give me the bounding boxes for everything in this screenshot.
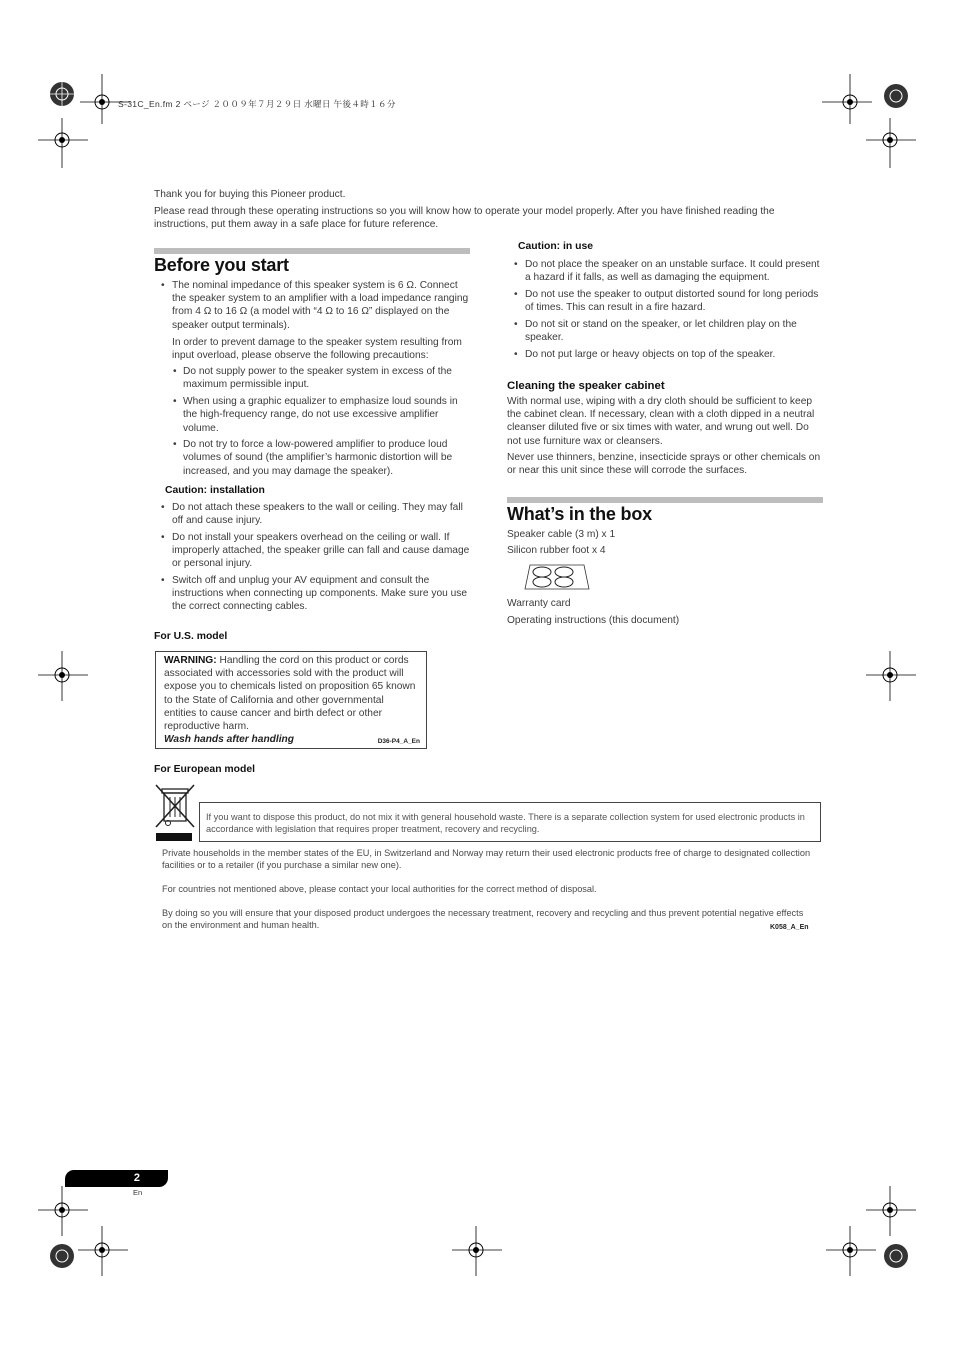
- registration-mark-icon: [42, 1236, 82, 1276]
- box-contents-more: [507, 597, 823, 627]
- crop-mark-icon: [822, 74, 872, 124]
- installation-caution-item: • Do not install your speakers overhead on the ceiling or wall. If improperly attached, the speaker grille can fall and cause damage or personal injury.: [154, 531, 472, 571]
- eu-para-2: For countries not mentioned above, please contact your local authorities for the correct method of disposal.: [162, 884, 597, 894]
- precaution-item: • Do not try to force a low-powered amplifier to produce loud volumes of sound (the amplifier’s harmonic distortion will be increased, and you may damage the speaker).: [172, 438, 472, 478]
- file-header-label: S-31C_En.fm 2 ページ ２００９年７月２９日 水曜日 午後４時１６分: [118, 99, 396, 109]
- box-contents: [507, 528, 823, 557]
- intro-thanks: Thank you for buying this Pioneer product.: [154, 189, 346, 200]
- crop-mark-icon: [78, 1226, 128, 1276]
- cleaning-section: [507, 395, 823, 477]
- wash-hands-note: Wash hands after handling: [164, 734, 294, 746]
- intro-instructions: Please read through these operating instructions so you will know how to operate your model properly. After you have finished reading the instructions, put them away in a safe place for future reference.: [154, 206, 775, 231]
- us-code: D36-P4_A_En: [377, 738, 420, 746]
- impedance-bullet: [154, 279, 472, 478]
- precaution-item: • When using a graphic equalizer to emphasize loud sounds in the high-frequency range, do not use excessive amplifier volume.: [172, 395, 472, 435]
- registration-mark-icon: [876, 1236, 916, 1276]
- box-item: Warranty card: [507, 598, 571, 609]
- page-number-tab: [65, 1170, 168, 1187]
- impedance-para: In order to prevent damage to the speaker system resulting from input overload, please observe the following precautions:: [172, 336, 462, 362]
- caution-in-use-section: [507, 258, 825, 364]
- section-rule: [154, 248, 470, 254]
- us-model-heading: For U.S. model: [154, 631, 228, 642]
- eu-disposal-box: [199, 802, 821, 842]
- intro: [154, 188, 824, 232]
- crop-mark-icon: [866, 1186, 916, 1236]
- cleaning-heading: Cleaning the speaker cabinet: [507, 380, 665, 392]
- rubber-feet-icon: [524, 563, 590, 591]
- caution-installation-heading: Caution: installation: [165, 484, 265, 496]
- section-rule: [507, 497, 823, 503]
- cleaning-para-1: With normal use, wiping with a dry cloth should be sufficient to keep the cabinet clean. If necessary, clean with a cloth dipped in a neutral cleanser diluted five or six times with water, and wrung out well. Do not use furniture wax or cleansers.: [507, 396, 815, 447]
- eu-disposal-paragraphs: [162, 847, 812, 931]
- box-item: Operating instructions (this document): [507, 615, 680, 627]
- eu-model-heading: For European model: [154, 764, 256, 775]
- eu-code: K058_A_En: [770, 924, 809, 931]
- eu-para-1: Private households in the member states of the EU, in Switzerland and Norway may return their used electronic products free of charge to designated collection facilities or to a retailer (if you purchase a similar new one).: [162, 848, 811, 870]
- caution-in-use-heading: Caution: in use: [518, 241, 594, 252]
- precaution-item: • Do not supply power to the speaker system in excess of the maximum permissible input.: [172, 365, 472, 391]
- in-use-caution-item: • Do not put large or heavy objects on top of the speaker.: [507, 348, 825, 361]
- box-item: Silicon rubber foot x 4: [507, 545, 606, 557]
- crossed-out-wheelie-bin-icon: [154, 783, 196, 843]
- registration-mark-icon: [876, 76, 916, 116]
- crop-mark-icon: [38, 651, 88, 701]
- warning-text: Handling the cord on this product or cords associated with accessories sold with the product will expose you to chemicals listed on proposition 65 known to the State of California and other governmental entities to cause cancer and birth defect or other reproductive harm.: [164, 655, 416, 733]
- warning-label: WARNING:: [164, 655, 217, 666]
- in-use-caution-item: • Do not use the speaker to output distorted sound for long periods of times. This can result in a fire hazard.: [507, 288, 825, 314]
- before-you-start-section: [154, 279, 472, 617]
- whats-in-box-heading: What’s in the box: [507, 504, 652, 524]
- impedance-text: The nominal impedance of this speaker system is 6 Ω. Connect the speaker system to an amplifier with a load impedance ranging from 4 Ω to 16 Ω (a model with “4 Ω to 16 Ω” displayed on the speaker output terminals).: [172, 280, 469, 331]
- installation-caution-item: • Switch off and unplug your AV equipment and consult the instructions when connecting up components. Make sure you use the correct connecting cables.: [154, 574, 472, 614]
- in-use-caution-item: • Do not sit or stand on the speaker, or let children play on the speaker.: [507, 318, 825, 344]
- installation-caution-item: • Do not attach these speakers to the wall or ceiling. They may fall off and cause injury.: [154, 501, 472, 527]
- crop-mark-icon: [452, 1226, 502, 1276]
- us-warning-box: [155, 651, 427, 749]
- crop-mark-icon: [38, 118, 88, 168]
- page-number: 2: [133, 1172, 140, 1184]
- registration-mark-icon: [42, 74, 82, 114]
- page-language: En: [133, 1188, 143, 1197]
- cleaning-para-2: Never use thinners, benzine, insecticide sprays or other chemicals on or near this unit since these will corrode the surfaces.: [507, 451, 821, 477]
- in-use-caution-item: • Do not place the speaker on an unstable surface. It could present a hazard if it falls, as well as damaging the equipment.: [507, 258, 825, 284]
- before-you-start-heading: Before you start: [154, 255, 289, 275]
- eu-para-3: By doing so you will ensure that your disposed product undergoes the necessary treatment, recovery and recycling and thus prevent potential negative effects on the environment and human health.: [162, 908, 804, 930]
- eu-box-text: If you want to dispose this product, do not mix it with general household waste. There is a separate collection system for used electronic products in accordance with legislation that requires proper treatment, recovery and recycling.: [206, 812, 805, 834]
- crop-mark-icon: [866, 118, 916, 168]
- box-item: Speaker cable (3 m) x 1: [507, 529, 616, 540]
- crop-mark-icon: [866, 651, 916, 701]
